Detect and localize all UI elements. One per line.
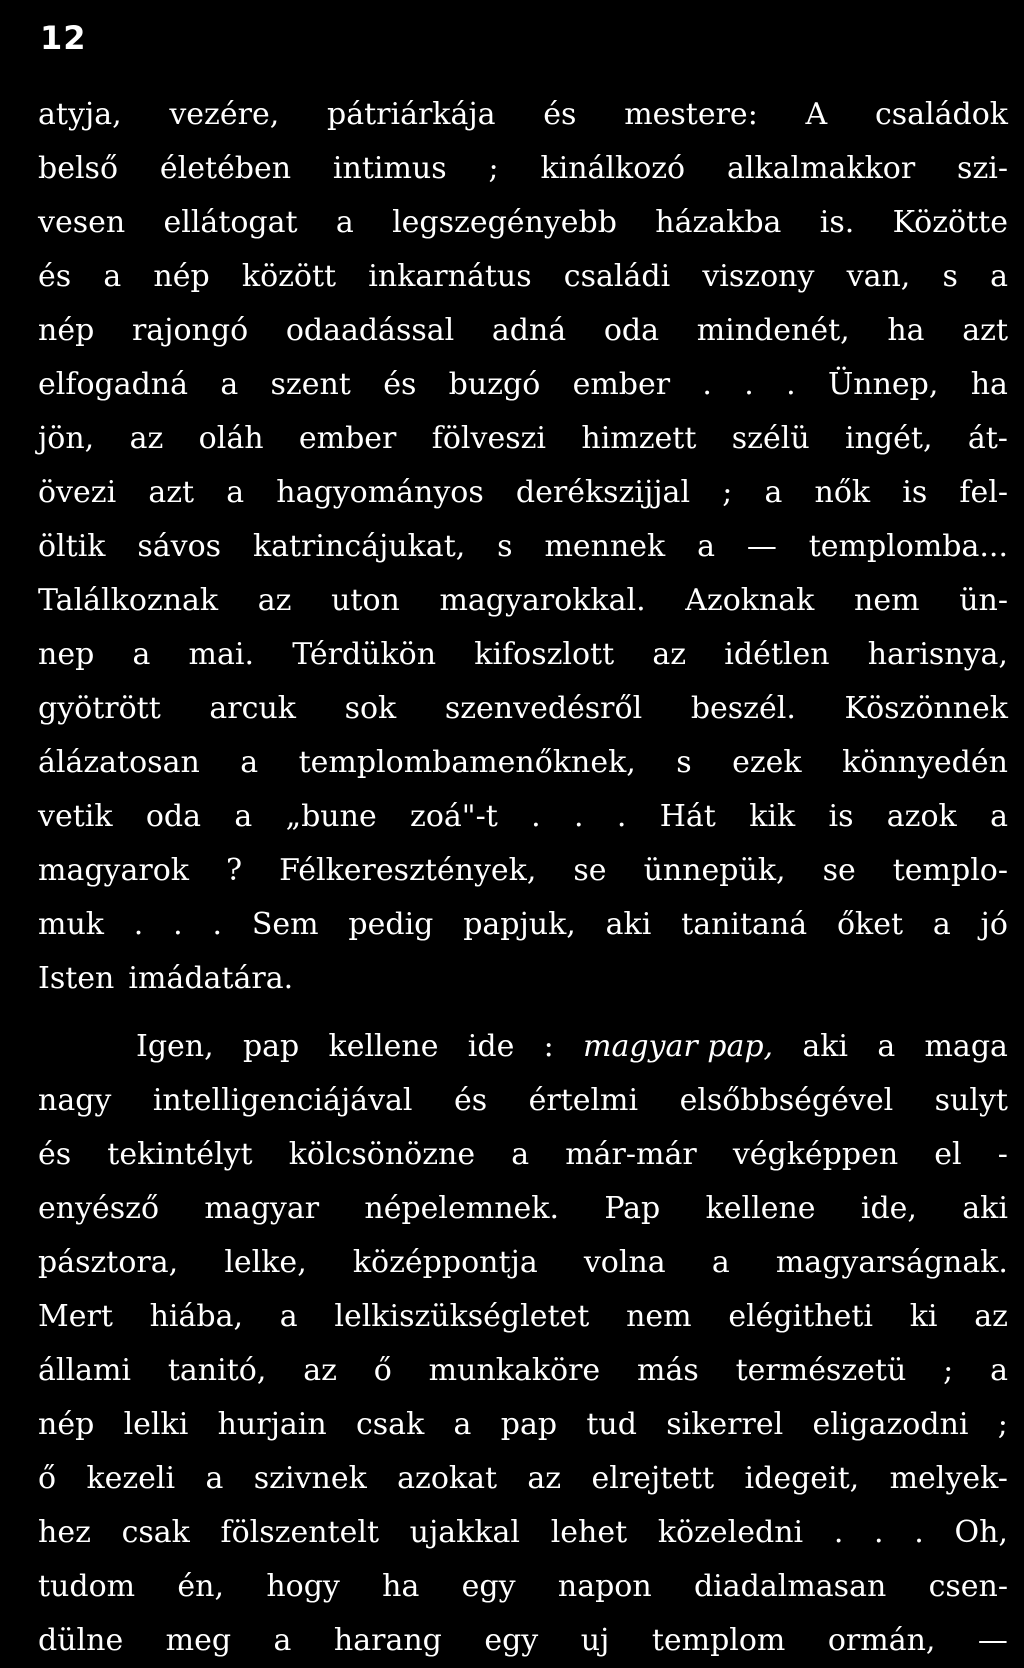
- text-line: öltik sávos katrincájukat, s mennek a — templomba...: [38, 529, 1008, 564]
- text-line: és a nép között inkarnátus családi viszony van, s a: [38, 259, 1008, 294]
- text-line: Mert hiába, a lelkiszükségletet nem elégitheti ki az: [38, 1299, 1008, 1334]
- text-line: muk . . . Sem pedig papjuk, aki tanitaná őket a jó: [38, 907, 1008, 942]
- text-line: állami tanitó, az ő munkaköre más természetü ; a: [38, 1353, 1008, 1388]
- text-line: gyötrött arcuk sok szenvedésről beszél. Köszönnek: [38, 691, 1008, 726]
- paragraph-1: [38, 88, 1008, 1006]
- text-line: jön, az oláh ember fölveszi himzett szélü ingét, át-: [38, 421, 1008, 456]
- text-line: nagy intelligenciájával és értelmi elsőbbségével sulyt: [38, 1083, 1008, 1118]
- text-line: pásztora, lelke, középpontja volna a magyarságnak.: [38, 1245, 1008, 1280]
- text-line: ő kezeli a szivnek azokat az elrejtett idegeit, melyek-: [38, 1461, 1008, 1496]
- text-line: vesen ellátogat a legszegényebb házakba is. Közötte: [38, 205, 1008, 240]
- text-line: hez csak fölszentelt ujakkal lehet közeledni . . . Oh,: [38, 1515, 1008, 1550]
- text-line: magyarok ? Félkeresztények, se ünnepük, se templo-: [38, 853, 1008, 888]
- text-line: tudom én, hogy ha egy napon diadalmasan csen-: [38, 1569, 1008, 1604]
- text-line: nep a mai. Térdükön kifoszlott az idétlen harisnya,: [38, 637, 1008, 672]
- emphasized-phrase: magyar pap,: [583, 1029, 774, 1064]
- text-line: elfogadná a szent és buzgó ember . . . Ünnep, ha: [38, 367, 1008, 402]
- text-line: és tekintélyt kölcsönözne a már-már végképpen el -: [38, 1137, 1008, 1172]
- text-line: belső életében intimus ; kinálkozó alkalmakkor szi-: [38, 151, 1008, 186]
- page-number: 12: [40, 19, 87, 57]
- text-line: nép lelki hurjain csak a pap tud sikerrel eligazodni ;: [38, 1407, 1008, 1442]
- text-line: enyésző magyar népelemnek. Pap kellene ide, aki: [38, 1191, 1008, 1226]
- text-line: álázatosan a templombamenőknek, s ezek könnyedén: [38, 745, 1008, 780]
- text-line: vetik oda a „bune zoá"-t . . . Hát kik is azok a: [38, 799, 1008, 834]
- text-line: dülne meg a harang egy uj templom ormán, —: [38, 1623, 1008, 1658]
- text-line: Isten imádatára.: [38, 961, 294, 996]
- text-line: Találkoznak az uton magyarokkal. Azoknak nem ün-: [38, 583, 1008, 618]
- text-line: nép rajongó odaadással adná oda mindenét, ha azt: [38, 313, 1008, 348]
- text-line: atyja, vezére, pátriárkája és mestere: A családok: [38, 97, 1008, 132]
- text-line: övezi azt a hagyományos derékszijjal ; a nők is fel-: [38, 475, 1008, 510]
- text-line: Igen, pap kellene ide : magyar pap, aki a maga: [38, 1020, 1008, 1074]
- page-text: [38, 88, 1008, 1668]
- paragraph-2: [38, 1020, 1008, 1668]
